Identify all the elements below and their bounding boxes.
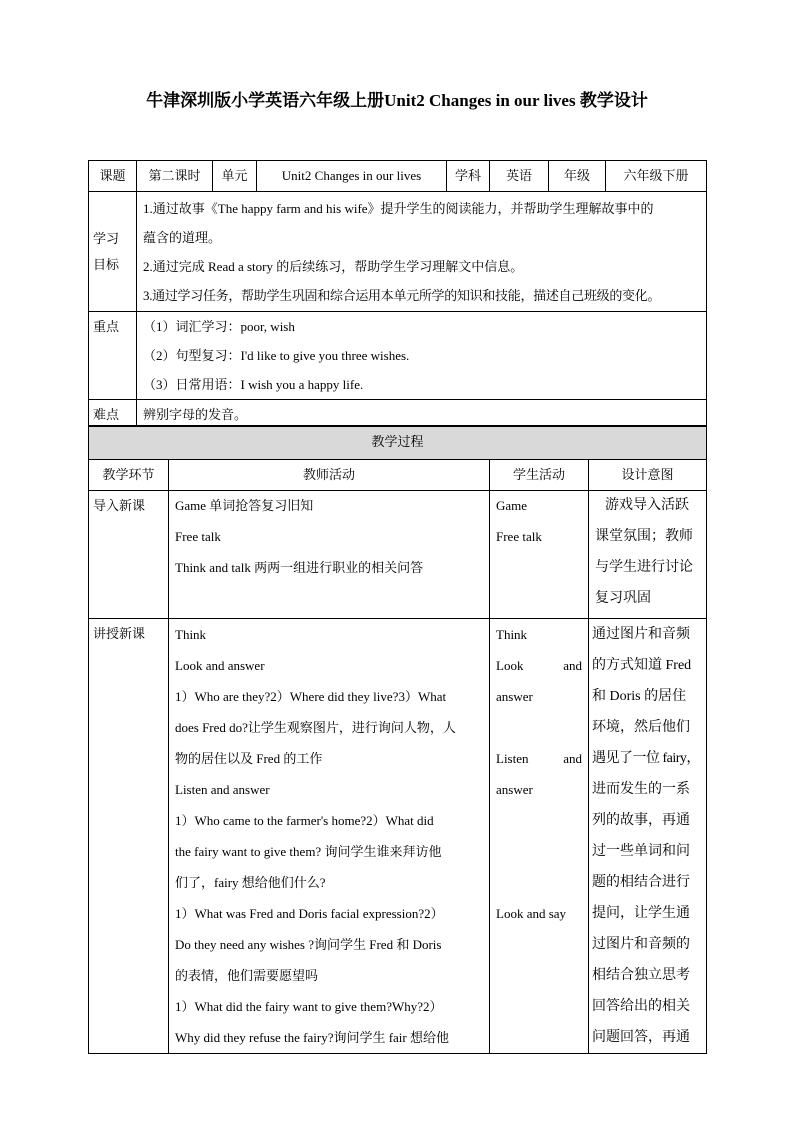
- stage-cell: 导入新课: [89, 490, 169, 618]
- grade-value: 六年级下册: [606, 161, 707, 192]
- teaching-process-table: [88, 425, 707, 1054]
- goals-content: 1.通过故事《The happy farm and his wife》提升学生的阅读能力，并帮助学生理解故事中的 蕴含的道理。 2.通过完成 Read a story 的后续练习，帮助学生学习理解文中信息。 3.通过学习任务，帮助学生巩固和综合运用本单元所学的知识和技能，描述自己班级的变化。: [137, 192, 707, 312]
- label-goals: 学习 目标: [89, 192, 137, 312]
- teacher-activity-cell: Think Look and answer 1）Who are they?2）Where did they live?3）What does Fred do?让学生观察图片，进行询问人物，人 物的居住以及 Fred 的工作 Listen and answer 1）Who came to the farmer's home?2）What did the fairy want to give them? 询问学生谁来拜访他 们了，fairy 想给他们什么? 1）What was Fred and Doris facial expression?2） Do they need any wishes ?询问学生 Fred 和 Doris 的表情，他们需要愿望吗 1）What did the fairy want to give them?Why?2） Why did they refuse the fairy?询问学生 fair 想给他: [169, 618, 490, 1053]
- student-activity-cell: Game Free talk: [490, 490, 589, 618]
- label-key-points: 重点: [89, 312, 137, 400]
- teacher-activity-cell: Game 单词抢答复习旧知 Free talk Think and talk 两两一组进行职业的相关问答: [169, 490, 490, 618]
- table-row: [89, 618, 707, 1053]
- unit-name: Unit2 Changes in our lives: [257, 161, 447, 192]
- col-design-intent: 设计意图: [589, 459, 707, 490]
- col-teacher-activity: 教师活动: [169, 459, 490, 490]
- stage-cell: 讲授新课: [89, 618, 169, 1053]
- col-stage: 教学环节: [89, 459, 169, 490]
- col-student-activity: 学生活动: [490, 459, 589, 490]
- label-unit: 单元: [213, 161, 257, 192]
- table-row: [89, 490, 707, 618]
- document-title: 牛津深圳版小学英语六年级上册Unit2 Changes in our lives 教学设计: [146, 91, 648, 110]
- process-header: 教学过程: [89, 426, 707, 459]
- subject-value: 英语: [490, 161, 549, 192]
- key-points-content: （1）词汇学习：poor, wish （2）句型复习：I'd like to give you three wishes. （3）日常用语：I wish you a happy life.: [137, 312, 707, 400]
- label-subject-title: 课题: [89, 161, 137, 192]
- design-intent-cell: 通过图片和音频 的方式知道 Fred 和 Doris 的居住 环境，然后他们 遇见了一位 fairy， 进而发生的一系 列的故事，再通 过一些单词和问 题的相结合进行 提问，让学生通 过图片和音频的 相结合独立思考 回答给出的相关 问题回答，再通: [589, 618, 707, 1053]
- lesson-info-table: [88, 160, 707, 431]
- label-grade: 年级: [549, 161, 606, 192]
- label-difficulties: 难点: [89, 400, 137, 431]
- design-intent-cell: 游戏导入活跃 课堂氛围；教师 与学生进行讨论 复习巩固: [589, 490, 707, 618]
- lesson-period: 第二课时: [137, 161, 213, 192]
- label-subject: 学科: [447, 161, 490, 192]
- difficulties-content: 辨别字母的发音。: [137, 400, 707, 431]
- student-activity-cell: Think Look and answer Listen and answer Look and say: [490, 618, 589, 1053]
